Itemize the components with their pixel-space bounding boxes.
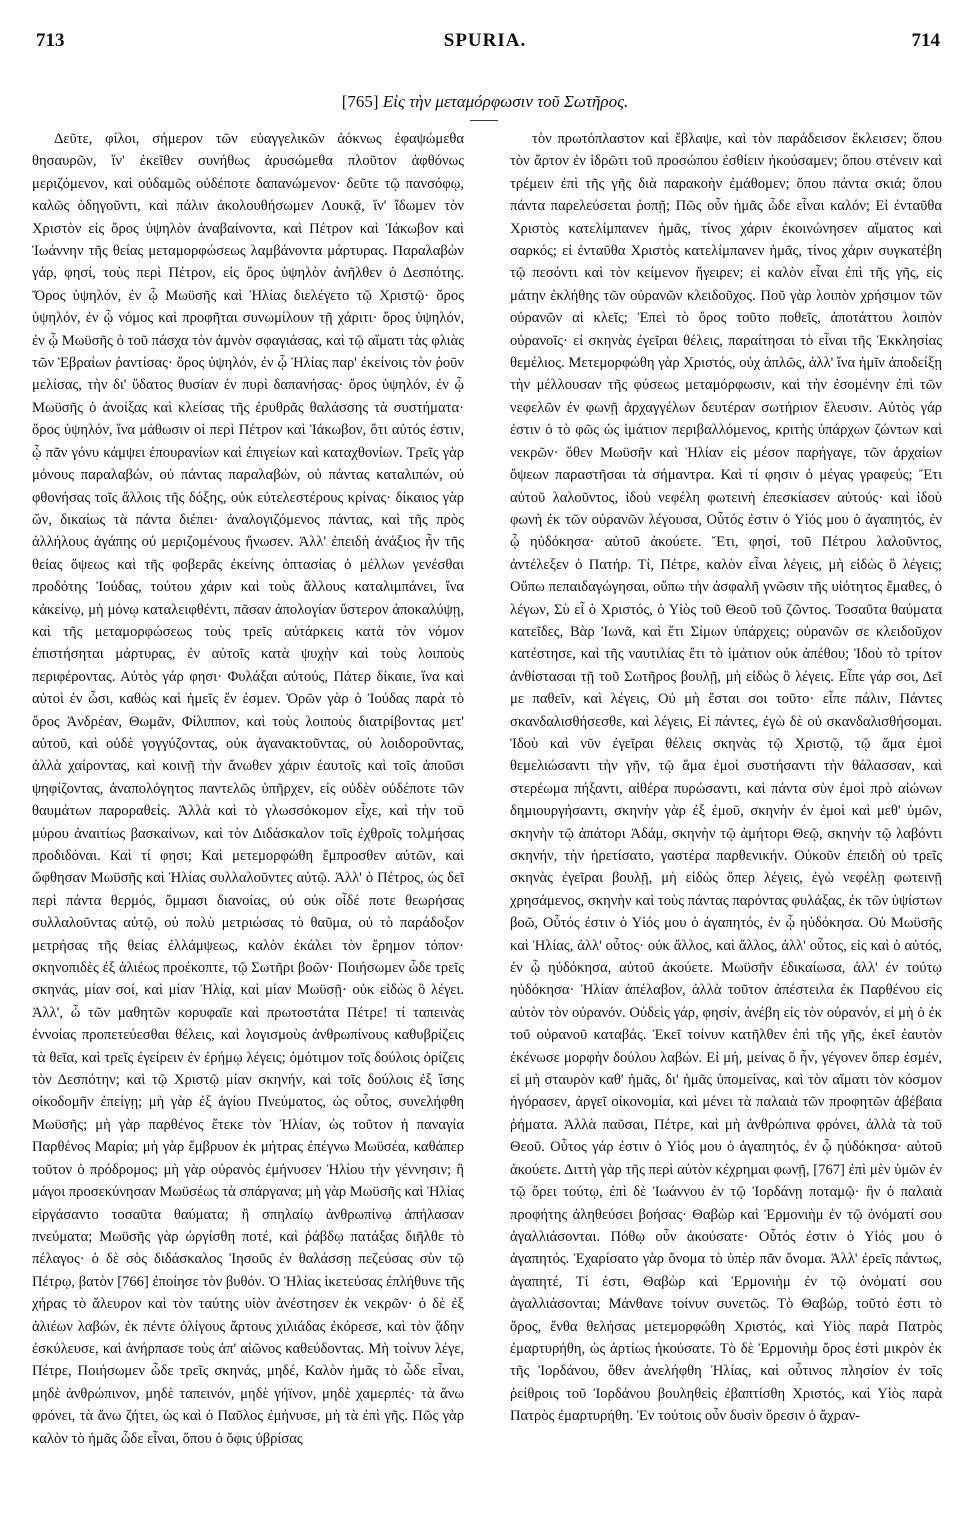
- section-title: Εἰς τὴν μεταμόρφωσιν τοῦ Σωτῆρος.: [382, 92, 629, 111]
- right-page-number: 714: [911, 30, 940, 51]
- heading-rule: [470, 120, 498, 121]
- section-heading: [0, 92, 970, 112]
- running-header: [28, 30, 942, 58]
- section-number: [765]: [341, 92, 379, 111]
- left-column: [32, 128, 464, 1528]
- right-column: [510, 128, 942, 1528]
- left-page-number: 713: [36, 30, 65, 51]
- left-column-text: Δεῦτε, φίλοι, σήμερον τῶν εὐαγγελικῶν ἀόκνως ἐφαψώμεθα θησαυρῶν, ἵν' ἐκεῖθεν συνήθως ἀρυσώμεθα πλοῦτον ἀφθόνως μεριζόμενον, καὶ οὐδαμῶς οὐδέποτε δαπανώμενον· δεῦτε τῷ πανσόφῳ, καλῶς ὁδηγοῦντι, καὶ πάλιν ἀκολουθήσωμεν Λουκᾷ, ἵν' ἴδωμεν τὸν Χριστὸν εἰς ὄρος ὑψηλὸν ἀναβαίνοντα, καὶ Πέτρον καὶ Ἰάκωβον καὶ Ἰωάννην τῆς θείας μεταμορφώσεως λαμβάνοντα μάρτυρας. Παραλαβὼν γάρ, φησί, τοὺς περὶ Πέτρον, εἰς ὄρος ὑψηλὸν ἀνῆλθεν ὁ Δεσπότης. Ὄρος ὑψηλόν, ἐν ᾧ Μωϋσῆς καὶ Ἠλίας διελέγετο τῷ Χριστῷ· ὄρος ὑψηλόν, ἐν ᾧ νόμος καὶ προφῆται συνωμίλουν τῇ χάριτι· ὄρος ὑψηλόν, ἐν ᾧ Μωϋσῆς ὁ τοῦ πάσχα τὸν ἀμνὸν σφαγιάσας, καὶ τῷ αἵματι τὰς φλιὰς τῶν Ἑβραίων ῥαντίσας· ὄρος ὑψηλόν, ἐν ᾧ Ἠλίας παρ' ἐκείνοις τὸν ῥοῦν μελίσας, τὴν δι' ὕδατος θυσίαν ἐν πυρὶ δαπανήσας· ὄρος ὑψηλόν, ἐν ᾧ Μωϋσῆς ὁ ἀνοίξας καὶ κλείσας τῆς ἐρυθρᾶς θαλάσσης τὰ συστήματα· ὄρος ὑψηλόν, ἵνα μάθωσιν οἱ περὶ Πέτρον καὶ Ἰάκωβον, ὅτι αὐτός ἐστιν, ᾧ πᾶν γόνυ κάμψει ἐπουρανίων καὶ ἐπιγείων καὶ καταχθονίων. Τρεῖς γὰρ μόνους παραλαβών, οὐ πάντας παραλαβών, οὐ πάντας καταλιπών, οὐ φθονήσας τοῖς ἄλλοις τῆς δόξης, οὐκ εὐτελεστέρους κρίνας· δίκαιος γὰρ ὤν, δικαίως τὰ πάντα διέπει· ἀναλογιζόμενος πάντας, καὶ τῆς πρὸς ἀλλήλους ἀγάπης οὐ μεριζομένους ἤνωσεν. Ἀλλ' ἐπειδὴ ἀνάξιος ἦν τῆς θείας ὄψεως καὶ τῆς φοβερᾶς ἐκείνης ὀπτασίας ὁ μέλλων γενέσθαι προδότης Ἰούδας, τούτου χάριν καὶ τοὺς ἄλλους καταλιμπάνει, ἵνα κἀκείνῳ, μὴ μόνῳ καταλειφθέντι, πᾶσαν ἀπολογίαν ὕστερον ἀποκαλύψῃ, καὶ τῆς μεταμορφώσεως τοὺς τρεῖς αὐτάρκεις κατὰ τὸν νόμον ἐπιστήσηται μάρτυρας, ἐν αὐτοῖς κατὰ ψυχὴν καὶ τοὺς λοιποὺς περιφέροντας. Αὐτὸς γάρ φησι· Φυλάξαι αὐτούς, Πάτερ δίκαιε, ἵνα καὶ αὐτοὶ ἐν ὦσι, καθὼς καὶ ἡμεῖς ἕν ἐσμεν. Ὁρῶν γὰρ ὁ Ἰούδας παρὰ τὸ ὄρος Ἀνδρέαν, Θωμᾶν, Φίλιππον, καὶ τοὺς λοιποὺς διατρίβοντας μετ' αὐτοῦ, καὶ οὐδὲ γογγύζοντας, οὐκ ἀγανακτοῦντας, οὐ λοιδοροῦντας, ἀλλὰ χαίροντας, καὶ κοινῇ τὴν ἄνωθεν χάριν ἑαυτοῖς καὶ τοῖς ἀποῦσι ψηφίζοντας, ἀναπολόγητος παντελῶς ὑπῆρχεν, εἰς οὐδὲν οὐδέποτε τῶν θαυμάτων παροραθείς. Ἀλλὰ καὶ τὸ γλωσσόκομον εἶχε, καὶ τὴν τοῦ μύρου ἀναιτίως βασκαίνων, καὶ τὸν Διδάσκαλον τοῖς ἐχθροῖς τολμήσας προδιδόναι. Καὶ τί φησι; Καὶ μετεμορφώθη ἔμπροσθεν αὐτῶν, καὶ ὤφθησαν Μωϋσῆς καὶ Ἠλίας συλλαλοῦντες αὐτῷ. Ἀλλ' ὁ Πέτρος, ὡς δεῖ περὶ πάντα θερμός, ὄμμασι διανοίας, οὐ οὐκ οἶδέ ποτε θεωρήσας συλλαλοῦντας αὐτῷ, οὐ πολὺ μετριώσας τὸ θαῦμα, οὐ τὸ παράδοξον μετρήσας τῆς θείας ἐλλάμψεως, καλὸν ἐκάλει τὸν ἔρημον τόπον· σκηνοπιδὲς ἐξ ἁλιέως προέκοπτε, τῷ Σωτῆρι βοῶν· Ποιήσωμεν ὧδε τρεῖς σκηνάς, μίαν σοί, καὶ μίαν Ἠλίᾳ, καὶ μίαν Μωϋσῇ· οὐκ εἰδὼς ὃ λέγει. Ἀλλ', ὦ τῶν μαθητῶν κορυφαῖε καὶ πρωτοστάτα Πέτρε! τί ταπεινὰς ἐννοίας προπετεύεσθαι θέλεις, καὶ λογισμοὺς ἀνθρωπίνους καθυβρίζεις τὰ θεῖα, καὶ τρεῖς ἐγείρειν ἐν ἐρήμῳ λέγεις; ὁμότιμον τοῖς δούλοις ὁρίζεις τὸν Δεσπότην; καὶ τῷ Χριστῷ μίαν σκηνήν, καὶ τοῖς δούλοις ἐξ ἴσης οἰκοδομῆν ἐπείγῃ; μὴ γὰρ ἐξ ἁγίου Πνεύματος, ὡς οὗτος, συνελήφθη Μωϋσῆς; μὴ γὰρ παρθένος ἔτεκε τὸν Ἠλίαν, ὡς τοῦτον ἡ παναγία Παρθένος Μαρία; μὴ γὰρ ἔμβρυον ἐκ μήτρας ἐπέγνω Μωϋσέα, καθάπερ τοῦτον ὁ πρόδρομος; μὴ γὰρ οὐρανὸς ἐμήνυσεν Ἠλίου τὴν γέννησιν; ἢ μάγοι προσεκύνησαν Μωϋσέως τὰ σπάργανα; μὴ γὰρ Μωϋσῆς καὶ Ἠλίας εἰργάσαντο τοσαῦτα θαύματα; ἢ σπηλαίῳ ἀνθρωπίνῳ ἀπήλασαν πνεύματα; Μωϋσῆς γὰρ ὠργίσθη ποτέ, καὶ ῥάβδῳ πατάξας διῆλθε τὸ πέλαγος· ὁ δὲ σὸς διδάσκαλος Ἰησοῦς ἐν θαλάσσῃ πεζεύσας σὺν τῷ Πέτρῳ, βατὸν [766] ἐποίησε τὸν βυθόν. Ὁ Ἠλίας ἱκετεύσας ἐπλήθυνε τῆς χήρας τὸ ἄλευρον καὶ τὸν ταύτης υἱὸν ἀνέστησεν ἐκ νεκρῶν· ὁ δὲ ἐξ ἁλιέων λαβών, ἐκ πέντε ὀλίγους ἄρτους χιλιάδας ἐκόρεσε, καὶ τὸν ᾅδην ἐσκύλευσε, καὶ ἀνήρπασε τοὺς ἀπ' αἰῶνος καθεύδοντας. Μὴ τοίνυν λέγε, Πέτρε, Ποιήσωμεν ὧδε τρεῖς σκηνάς, μηδέ, Καλὸν ἡμᾶς τὸ ὧδε εἶναι, μηδὲ ἀνθρώπινον, μηδὲ ταπεινόν, μηδὲ γήϊνον, μηδὲ χαμερπές· τὰ ἄνω φρόνει, τὰ ἄνω ζήτει, ὡς καὶ ὁ Παῦλος ἐμήνυσε, μὴ τὰ ἐπὶ γῆς. Πῶς γὰρ καλὸν τὸ ἡμᾶς ὧδε εἶναι, ὅπου ὁ ὄφις ὑβρίσας: [32, 131, 464, 1447]
- running-title: SPURIA.: [443, 30, 527, 51]
- right-column-text: τὸν πρωτόπλαστον καὶ ἔβλαψε, καὶ τὸν παράδεισον ἔκλεισεν; ὅπου τὸν ἄρτον ἐν ἱδρῶτι τοῦ προσώπου ἐσθίειν ἠκούσαμεν; ὅπου στένειν καὶ τρέμειν ἐπὶ τῆς γῆς διὰ παρακοὴν ἐμάθομεν; ὅπου πάντα σκιά; ὅπου πάντα παρελεύσεται ῥοπῇ; Πῶς οὖν ἡμᾶς ὧδε εἶναι καλόν; Εἰ ἐνταῦθα Χριστὸς κατελίμπανεν ἡμᾶς, τίνος χάριν ἐκοινώνησεν αἵματος καὶ σαρκός; εἰ ἐνταῦθα Χριστὸς κατελίμπανεν ἡμᾶς, τίνος χάριν συγκατέβη τῷ πεσόντι καὶ τὸν κείμενον ἤγειρεν; εἰ καλὸν εἶναι ἐπὶ τῆς γῆς, εἰς μάτην ἐκλήθης τῶν οὐρανῶν κλειδοῦχος. Ποῦ γὰρ λοιπὸν χρήσιμον τῶν οὐρανῶν αἱ κλεῖς; Ἐπεὶ τὸ ὄρος τοῦτο ποθεῖς, ἀποτάττου λοιπὸν οὐρανοῖς· εἰ σκηνὰς ἐγεῖραι θέλεις, παραίτησαι τὸ εἶναι τῆς Ἐκκλησίας θεμέλιος. Μετεμορφώθη γὰρ Χριστός, οὐχ ἁπλῶς, ἀλλ' ἵνα ἡμῖν ἀποδείξῃ τὴν μέλλουσαν τῆς φύσεως μεταμόρφωσιν, καὶ τὴν ἐσομένην ἐπὶ τῶν νεφελῶν ἐν φωνῇ ἀρχαγγέλων δευτέραν σωτήριον ἔλευσιν. Αὐτὸς γάρ ἐστιν ὁ τὸ φῶς ὡς ἱμάτιον περιβαλλόμενος, κριτὴς ὑπάρχων ζώντων καὶ νεκρῶν· ὅθεν Μωϋσῆν καὶ Ἠλίαν εἰς μέσον παρήγαγε, τῶν ἀρχαίων ὄψεων παραστῆσαι τὰ σήμαντρα. Καὶ τί φησιν ὁ μέγας γραφεύς; Ἔτι αὐτοῦ λαλοῦντος, ἰδοὺ νεφέλη φωτεινὴ ἐπεσκίασεν αὐτούς· καὶ ἰδοὺ φωνὴ ἐκ τῶν οὐρανῶν λέγουσα, Οὗτός ἐστιν ὁ Υἱός μου ὁ ἀγαπητός, ἐν ᾧ ηὐδόκησα· αὐτοῦ ἀκούετε. Ἔτι, φησί, τοῦ Πέτρου λαλοῦντος, ἀντέλεξεν ὁ Πατήρ. Τί, Πέτρε, καλὸν εἶναι λέγεις, μὴ εἰδὼς ὃ λέγεις; Οὔπω πεπαιδαγώγησαι, οὔπω τὴν ἀσφαλῆ γνῶσιν τῆς υἱότητος ἔμαθες, ὁ λέγων, Σὺ εἶ ὁ Χριστός, ὁ Υἱὸς τοῦ Θεοῦ τοῦ ζῶντος. Τοσαῦτα θαύματα κατεῖδες, Βὰρ Ἰωνᾶ, καὶ ἔτι Σίμων ὑπάρχεις; οὐρανῶν σε κλειδοῦχον κατέστησε, καὶ τῆς ναυτιλίας ἔτι τὸ ἱμάτιον οὐκ ἀπέθου; Ἰδοὺ τὸ τρίτον ἀνθίστασαι τῇ τοῦ Σωτῆρος βουλῇ, μὴ εἰδὼς ὃ λέγεις. Εἶπε γάρ σοι, Δεῖ με παθεῖν, καὶ λέγεις, Οὐ μὴ ἔσται σοι τοῦτο· εἶπε πάλιν, Πάντες σκανδαλισθήσεσθε, καὶ λέγεις, Εἰ πάντες, ἐγὼ δὲ οὐ σκανδαλισθήσομαι. Ἰδοὺ καὶ νῦν ἐγεῖραι θέλεις σκηνὰς τῷ Χριστῷ, τῷ ἅμα ἐμοὶ θεμελιώσαντι τὴν γῆν, τῷ ἅμα ἐμοὶ συστήσαντι τὴν θάλασσαν, καὶ στερέωμα πήξαντι, αἰθέρα πυρώσαντι, καὶ πάντα σὺν ἐμοὶ πρὸ αἰώνων δημιουργήσαντι, σκηνὴν γὰρ ἐξ ἐμοῦ, σκηνὴν ἐν ἐμοὶ καὶ μεθ' ὑμῶν, σκηνὴν τῷ ἀπάτορι Ἀδάμ, σκηνὴν τῷ ἀμήτορι Θεῷ, σκηνὴν τῷ λαβόντι σκηνήν, τὴν ἡρετίσατο, γαστέρα παρθενικήν. Οὐκοῦν ἐπειδὴ οὐ τρεῖς σκηνὰς ἐγεῖραι βουλῇ, μὴ εἰδὼς ὅπερ λέγεις, ἐγὼ νεφέλῃ φωτεινῇ χρησάμενος, σκηνὴν καὶ τοὺς πάντας παρόντας φυλάξας, ἐκ τῶν ὑψίστων βοῶ, Οὗτός ἐστιν ὁ Υἱός μου ὁ ἀγαπητός, ἐν ᾧ ηὐδόκησα. Οὐ Μωϋσῆς καὶ Ἠλίας, ἀλλ' οὗτος· οὐκ ἄλλος, καὶ ἄλλος, ἀλλ' οὗτος, εἰς καὶ ὁ αὐτός, ἐν ᾧ ηὐδόκησα, αὐτοῦ ἀκούετε. Μωϋσῆν ἐδικαίωσα, ἀλλ' ἐν τούτῳ ηὐδόκησα· Ἠλίαν ἀπέλαβον, ἀλλὰ τοῦτον ἀπέστειλα ἐκ Παρθένου εἰς αὐτὸν τὸν οὐρανόν. Οὐδεὶς γάρ, φησίν, ἀνέβη εἰς τὸν οὐρανόν, εἰ μὴ ὁ ἐκ τοῦ οὐρανοῦ καταβάς. Ἐκεῖ τοίνυν κατῆλθεν ἐπὶ τῆς γῆς, ἐκεῖ ἑαυτὸν ἐκένωσε μορφὴν δούλου λαβών. Εἰ μή, μείνας ὅ ἦν, γέγονεν ὅπερ ἐσμέν, εἰ μὴ σταυρὸν καθ' ἡμᾶς, δι' ἡμᾶς ὑπομείνας, καὶ τὸν αἵματι τὸν κόσμον ἠγόρασεν, ἀργεῖ οἰκονομία, καὶ μένει τὰ παλαιὰ τῶν προφητῶν ἀβέβαια ῥήματα. Ἀλλὰ παῦσαι, Πέτρε, καὶ μὴ ἀνθρώπινα φρόνει, ἀλλὰ τὰ τοῦ Θεοῦ. Οὗτος γάρ ἐστιν ὁ Υἱός μου ὁ ἀγαπητός, ἐν ᾧ ηὐδόκησα· αὐτοῦ ἀκούετε. Διττὴ γὰρ τῆς περὶ αὐτὸν κέχρημαι φωνῇ, [767] ἐπὶ μὲν ὑμῶν ἐν τῷ ὄρει τούτῳ, ἐπὶ δὲ Ἰωάννου ἐν τῷ Ἰορδάνῃ ποταμῷ· ἣν ὁ παλαιὰ προφήτης ἀληθεύσει βοήσας· Θαβὼρ καὶ Ἑρμονιὴμ ἐν τῷ ὀνόματί σου ἀγαλλιάσονται. Πόθῳ οὖν ἀκούσατε· Οὗτός ἐστιν ὁ Υἱός μου ὁ ἀγαπητός. Ἐχαρίσατο γὰρ ὄνομα τὸ ὑπὲρ πᾶν ὄνομα. Ἀλλ' ἐρεῖς πάντως, ἀγαπητέ, Τί ἐστι, Θαβὼρ καὶ Ἑρμονιὴμ ἐν τῷ ὀνόματί σου ἀγαλλιάσονται; Μάνθανε τοίνυν συνετῶς. Τὸ Θαβώρ, τοῦτό ἐστι τὸ ὄρος, ἔνθα θελήσας μετεμορφώθη Χριστός, καὶ Υἱὸς παρὰ Πατρὸς ἐμαρτυρήθη, ὡς ἀρτίως ἠκούσατε. Τὸ δὲ Ἑρμονιὴμ ὄρος ἐστὶ μικρὸν ἐκ τῆς Ἰορδάνου, ὅθεν ἀνελήφθη Ἠλίας, καὶ οὗτινος πλησίον ἐν τοῖς ῥείθροις τοῦ Ἰορδάνου βουληθεὶς ἐβαπτίσθη Χριστός, καὶ Υἱὸς παρὰ Πατρὸς ἐμαρτυρήθη. Ἐν τούτοις οὖν δυσὶν ὄρεσιν ὁ ἄχραν-: [510, 131, 942, 1425]
